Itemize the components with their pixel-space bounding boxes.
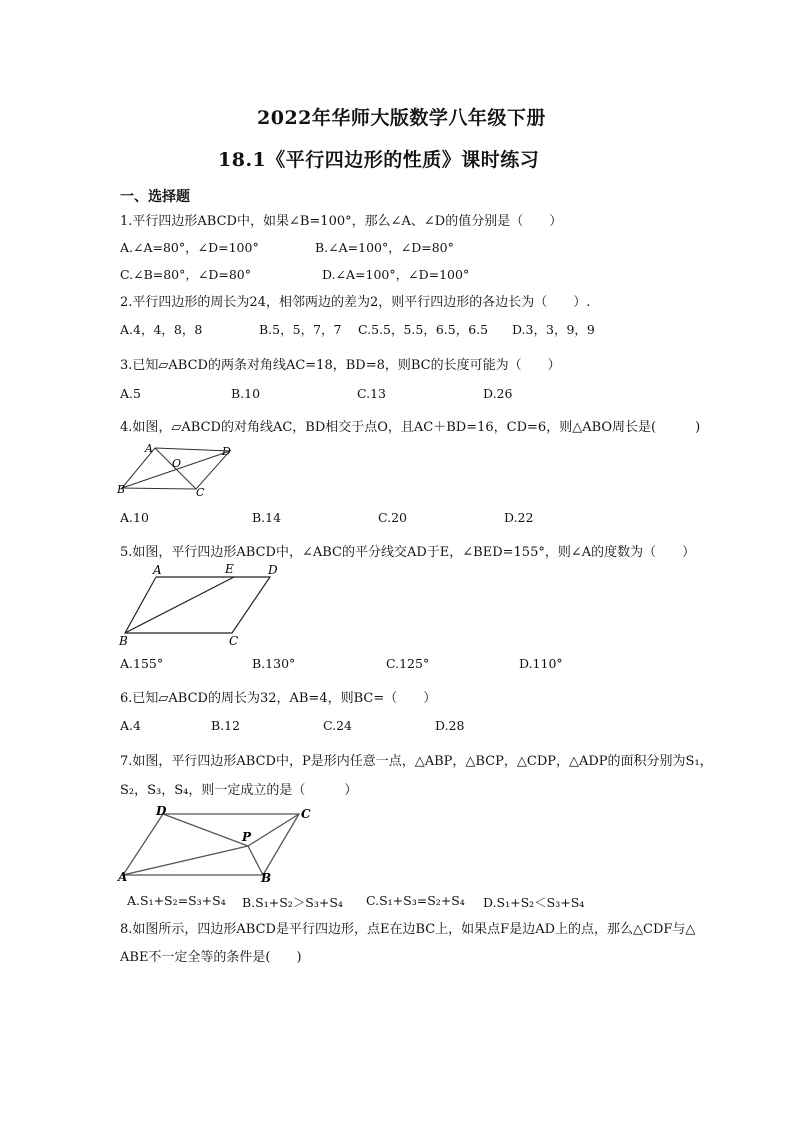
q6-option-d: D.28	[435, 718, 465, 733]
q7-label-d: D	[156, 804, 167, 818]
q4-option-c: C.20	[378, 510, 407, 525]
q7-parallelogram-figure	[116, 802, 316, 884]
q5-option-d: D.110°	[519, 656, 563, 671]
q6-option-a: A.4	[120, 718, 141, 733]
q1-option-b: B.∠A=100°，∠D=80°	[315, 240, 454, 255]
q5-option-b: B.130°	[252, 656, 296, 671]
q5-label-d: D	[268, 563, 278, 577]
q4-label-c: C	[196, 486, 205, 499]
q5-label-a: A	[153, 563, 162, 577]
q4-option-a: A.10	[120, 510, 149, 525]
q5-label-c: C	[229, 634, 239, 648]
q7-parallelogram-outline	[123, 814, 299, 875]
question-8-line-1: 8.如图所示，四边形ABCD是平行四边形，点E在边BC上，如果点F是边AD上的点，那么△CDF与△	[120, 922, 696, 937]
q3-option-a: A.5	[120, 386, 141, 401]
q2-option-b: B.5，5，7，7	[259, 322, 342, 337]
q3-option-b: B.10	[231, 386, 261, 401]
q4-label-a: A	[145, 442, 153, 455]
question-1: 1.平行四边形ABCD中，如果∠B=100°，那么∠A、∠D的值分别是（ ）	[120, 214, 563, 229]
q5-label-b: B	[119, 634, 128, 648]
q2-option-a: A.4，4，8，8	[120, 322, 203, 337]
q7-label-b: B	[261, 871, 272, 884]
section-heading: 一、选择题	[120, 189, 190, 205]
q7-option-a: A.S₁+S₂=S₃+S₄	[127, 893, 226, 908]
q7-label-c: C	[301, 807, 311, 821]
q3-option-d: D.26	[483, 386, 513, 401]
q5-option-c: C.125°	[386, 656, 430, 671]
question-7-line-1: 7.如图，平行四边形ABCD中，P是形内任意一点，△ABP，△BCP，△CDP，△ADP的面积分别为S₁，	[120, 754, 713, 769]
q4-option-d: D.22	[504, 510, 534, 525]
q6-option-b: B.12	[211, 718, 241, 733]
q4-option-b: B.14	[252, 510, 282, 525]
q4-label-d: D	[222, 445, 231, 458]
q5-option-a: A.155°	[120, 656, 164, 671]
question-3: 3.已知▱ABCD的两条对角线AC=18，BD=8，则BC的长度可能为（ ）	[120, 358, 561, 373]
q7-label-p: P	[242, 830, 252, 844]
q7-segment-pc	[248, 814, 299, 846]
q5-parallelogram-figure	[116, 560, 286, 648]
q2-option-d: D.3，3，9，9	[512, 322, 595, 337]
question-2: 2.平行四边形的周长为24，相邻两边的差为2，则平行四边形的各边长为（ ）.	[120, 295, 591, 310]
q4-parallelogram-figure	[116, 441, 236, 499]
q4-label-o: O	[172, 457, 182, 470]
q5-label-e: E	[225, 562, 234, 576]
q1-option-a: A.∠A=80°，∠D=100°	[120, 240, 259, 255]
question-6: 6.已知▱ABCD的周长为32，AB=4，则BC=（ ）	[120, 691, 437, 706]
q7-option-d: D.S₁+S₂＜S₃+S₄	[483, 895, 585, 910]
q7-option-c: C.S₁+S₃=S₂+S₄	[366, 893, 465, 908]
question-5: 5.如图，平行四边形ABCD中，∠ABC的平分线交AD于E，∠BED=155°，则∠A的度数为（ ）	[120, 545, 696, 560]
q1-option-c: C.∠B=80°，∠D=80°	[120, 267, 252, 282]
q7-segment-pa	[123, 846, 248, 875]
q4-label-b: B	[117, 483, 126, 496]
question-8-line-2: ABE不一定全等的条件是( )	[120, 950, 302, 965]
q1-option-d: D.∠A=100°，∠D=100°	[322, 267, 470, 282]
q7-option-b: B.S₁+S₂＞S₃+S₄	[242, 895, 343, 910]
q5-bisector-be	[125, 577, 234, 633]
q7-segment-pd	[163, 814, 248, 846]
q3-option-c: C.13	[357, 386, 386, 401]
question-4: 4.如图，▱ABCD的对角线AC，BD相交于点O，且AC＋BD=16，CD=6，则△ABO周长是( )	[120, 420, 701, 435]
question-7-line-2: S₂，S₃，S₄，则一定成立的是（ ）	[120, 783, 358, 798]
page-title: 2022年华师大版数学八年级下册	[257, 107, 546, 129]
q7-label-a: A	[118, 870, 128, 884]
q6-option-c: C.24	[323, 718, 352, 733]
q5-parallelogram-outline	[125, 577, 270, 633]
page-subtitle: 18.1《平行四边形的性质》课时练习	[218, 149, 540, 171]
q2-option-c: C.5.5，5.5，6.5，6.5	[358, 322, 489, 337]
